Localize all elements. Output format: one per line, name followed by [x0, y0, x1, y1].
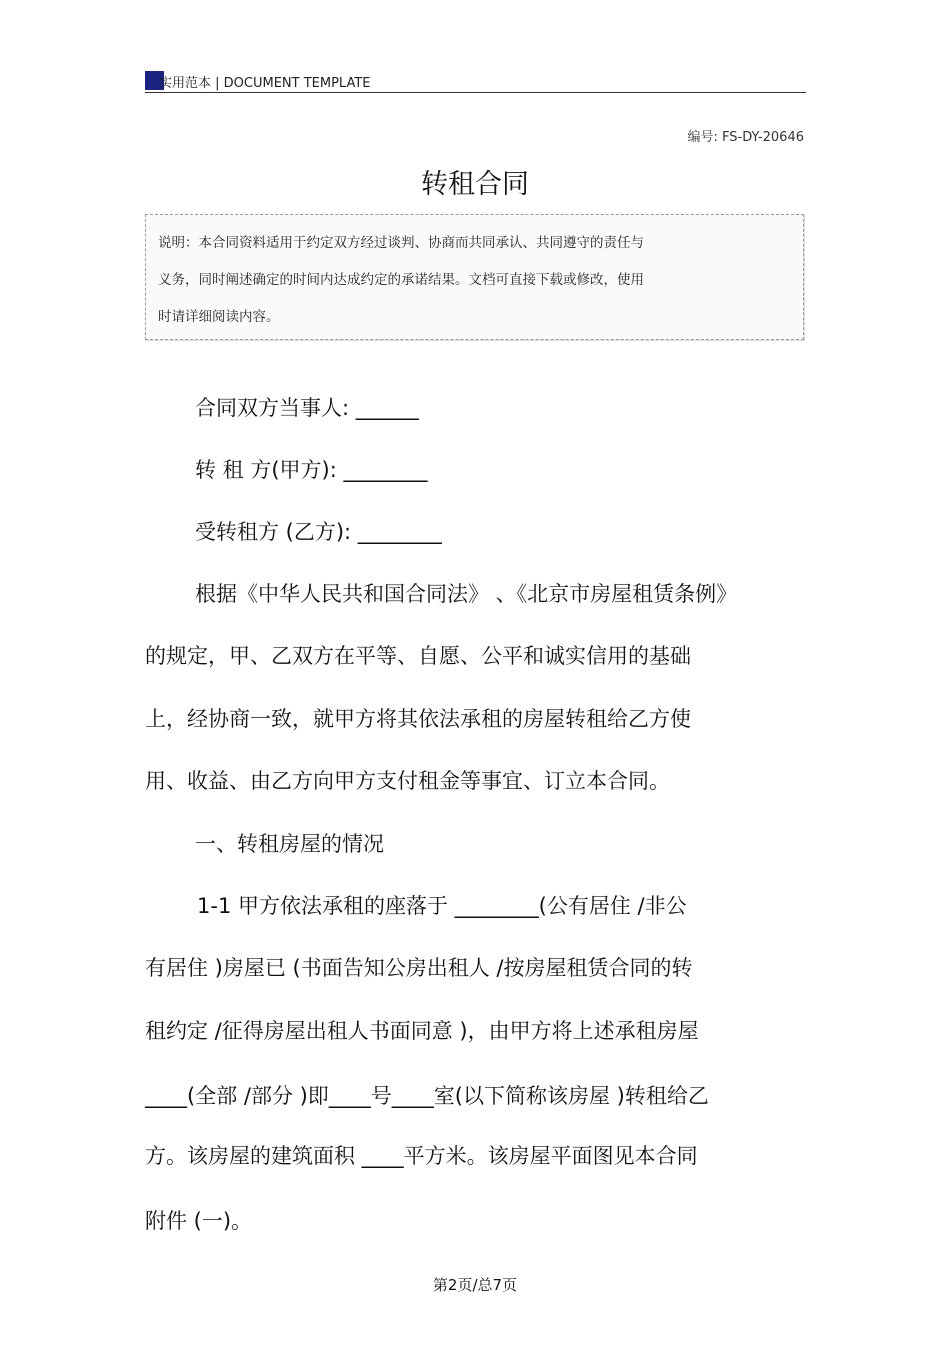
body-line: 用、收益、由乙方向甲方支付租金等事宜、订立本合同。: [145, 769, 670, 793]
note-line: 时请详细阅读内容。: [158, 309, 280, 325]
body-line: 合同双方当事人: ______: [195, 396, 419, 420]
note-line: 说明：本合同资料适用于约定双方经过谈判、协商而共同承认、共同遵守的责任与: [158, 235, 644, 251]
section-heading: 一、转租房屋的情况: [195, 832, 384, 856]
body-line: 上，经协商一致，就甲方将其依法承租的房屋转租给乙方使: [145, 707, 691, 731]
header-divider: [145, 92, 806, 93]
note-box: [145, 214, 804, 340]
document-number: 编号: FS-DY-20646: [687, 130, 804, 145]
header-label: 实用范本 | DOCUMENT TEMPLATE: [159, 76, 371, 91]
body-line: 1-1 甲方依法承租的座落于 ________(公有居住 /非公: [197, 894, 687, 918]
body-line: 方。该房屋的建筑面积 ____平方米。该房屋平面图见本合同: [145, 1144, 698, 1168]
body-line: 有居住 )房屋已 (书面告知公房出租人 /按房屋租赁合同的转: [145, 956, 693, 980]
note-line: 义务，同时阐述确定的时间内达成约定的承诺结果。文档可直接下载或修改，使用: [158, 272, 644, 288]
body-line: 附件 (一)。: [145, 1209, 253, 1233]
body-line: 租约定 /征得房屋出租人书面同意 )，由甲方将上述承租房屋: [145, 1019, 699, 1043]
document-title: 转租合同: [421, 169, 529, 200]
body-line: ____(全部 /部分 )即____号____室(以下简称该房屋 )转租给乙: [145, 1084, 709, 1108]
body-line: 受转租方 (乙方): ________: [195, 520, 442, 544]
body-line: 根据《中华人民共和国合同法》 、《北京市房屋租赁条例》: [195, 582, 738, 606]
page-number: 第2页/总7页: [432, 1276, 518, 1294]
body-line: 的规定，甲、乙双方在平等、自愿、公平和诚实信用的基础: [145, 644, 691, 668]
body-line: 转 租 方(甲方): ________: [195, 458, 428, 482]
